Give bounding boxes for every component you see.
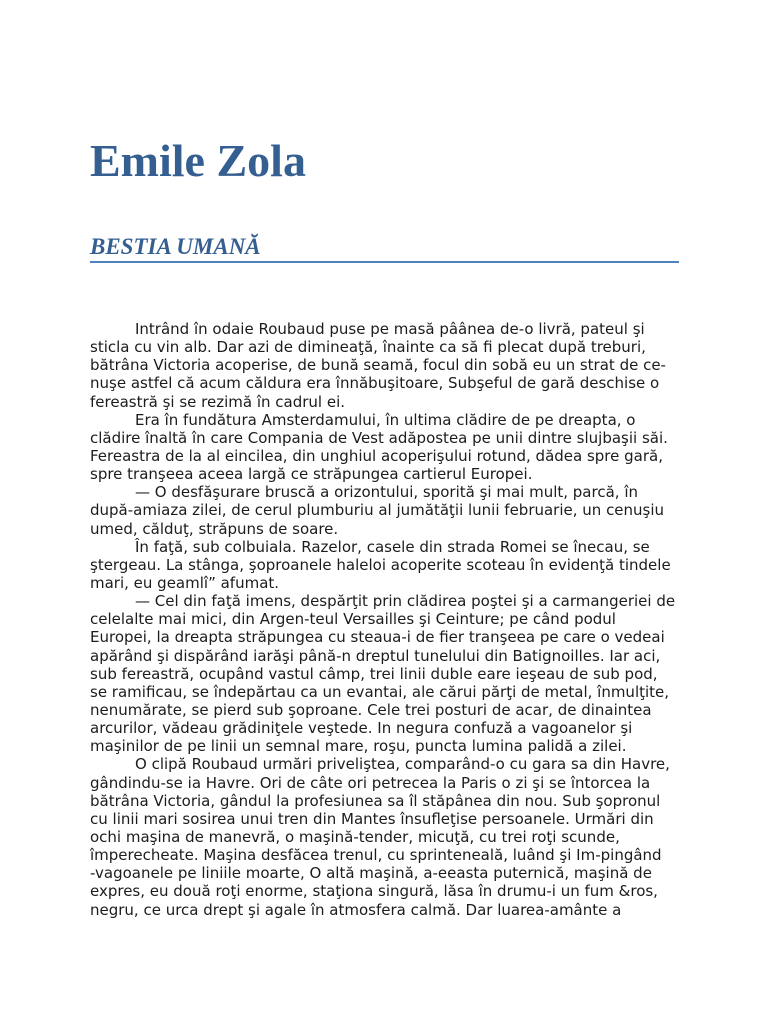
- text-line: fereastră şi se rezimă în cadrul ei.: [90, 392, 346, 411]
- text-line: — O desfăşurare bruscă a orizontului, sporită şi mai mult, parcă, în: [135, 483, 638, 502]
- text-line: -vagoanele pe liniile moarte, O altă maşină, a-eeasta puternică, maşină de: [90, 864, 652, 883]
- text-line: bătrâna Victoria, gândul la profesiunea sa îl stăpânea din nou. Sub şopronul: [90, 791, 661, 810]
- text-line: — Cel din faţă imens, despărţit prin clădirea poştei şi a carmangeriei de: [135, 592, 676, 611]
- text-line: celelalte mai mici, din Argen-teul Versailles şi Ceinture; pe când podul: [90, 610, 616, 629]
- text-line: ştergeau. La stânga, şoproanele haleloi acoperite scoteau în evidenţă tindele: [90, 555, 671, 574]
- text-line: sticla cu vin alb. Dar azi de dimineaţă, înainte ca să fi plecat după treburi,: [90, 338, 646, 357]
- text-line: nuşe astfel că acum căldura era înnăbuşitoare, Subşeful de gară deschise o: [90, 374, 660, 393]
- text-line: arcurilor, vădeau grădiniţele veştede. In negura confuză a vagoanelor şi: [90, 719, 633, 738]
- text-line: expres, eu două roţi enorme, staţiona singură, lăsa în drumu-i un fum &ros,: [90, 882, 658, 901]
- paragraph: [90, 320, 690, 411]
- text-line: gândindu-se ia Havre. Ori de câte ori petrecea la Paris o zi şi se întorcea la: [90, 773, 651, 792]
- text-line: cu linii mari sosirea unui tren din Mantes însufleţise persoanele. Urmări din: [90, 809, 654, 828]
- text-line: nenumărate, se pierd sub şoproane. Cele trei posturi de acar, de dinaintea: [90, 700, 652, 719]
- paragraph: [90, 755, 690, 918]
- text-line: sub fereastră, ocupând vastul câmp, trei linii duble eare ieşeau de sub pod,: [90, 664, 658, 683]
- text-line: împerecheate. Maşina desfăcea trenul, cu sprinteneală, luând şi Im-pingând: [90, 846, 662, 865]
- paragraph: [90, 592, 690, 755]
- text-line: după-amiaza zilei, de cerul plumburiu al jumătăţii lunii februarie, un cenuşiu: [90, 501, 665, 520]
- text-line: spre tranşeea aceea largă ce străpungea cartierul Europei.: [90, 465, 533, 484]
- body-text: [90, 320, 690, 919]
- paragraph: [90, 483, 690, 537]
- paragraph: [90, 538, 690, 592]
- text-line: umed, călduţ, străpuns de soare.: [90, 519, 339, 538]
- author-name: Emile Zola: [90, 135, 306, 186]
- text-line: Era în fundătura Amsterdamului, în ultima clădire de pe dreapta, o: [135, 410, 636, 429]
- text-line: maşinilor de pe linii un semnal mare, roşu, puncta lumina palidă a zilei.: [90, 737, 627, 756]
- text-line: mari, eu geamlî” afumat.: [90, 573, 280, 592]
- book-title: BESTIA UMANĂ: [90, 234, 261, 259]
- text-line: apărând şi dispărând iarăşi până-n dreptul tunelului din Batignoilles. Iar aci,: [90, 646, 661, 665]
- paragraph: [90, 411, 690, 484]
- text-line: bătrâna Victoria acoperise, de bună seamă, focul din sobă eu un strat de ce-: [90, 356, 666, 375]
- text-line: negru, ce urca drept şi agale în atmosfera calmă. Dar luarea-amânte a: [90, 900, 622, 919]
- text-line: Europei, la dreapta străpungea cu steaua-i de fier tranşeea pe care o vedeai: [90, 628, 665, 647]
- text-line: ochi maşina de manevră, o maşină-tender, micuţă, cu trei roţi scunde,: [90, 827, 620, 846]
- text-line: O clipă Roubaud urmări priveliştea, comparând-o cu gara sa din Havre,: [135, 755, 670, 774]
- title-underline: [90, 261, 679, 263]
- text-line: Intrând în odaie Roubaud puse pe masă pâânea de-o livră, pateul şi: [135, 320, 645, 338]
- text-line: Fereastra de la al eincilea, din unghiul acoperişului rotund, dădea spre gară,: [90, 446, 663, 465]
- text-line: În faţă, sub colbuiala. Razelor, casele din strada Romei se înecau, se: [135, 537, 650, 556]
- text-line: clădire înaltă în care Compania de Vest adăpostea pe unii dintre slujbaşii săi.: [90, 428, 668, 447]
- text-line: se ramificau, se îndepărtau ca un evantai, ale cărui părţi de metal, înmulţite,: [90, 682, 670, 701]
